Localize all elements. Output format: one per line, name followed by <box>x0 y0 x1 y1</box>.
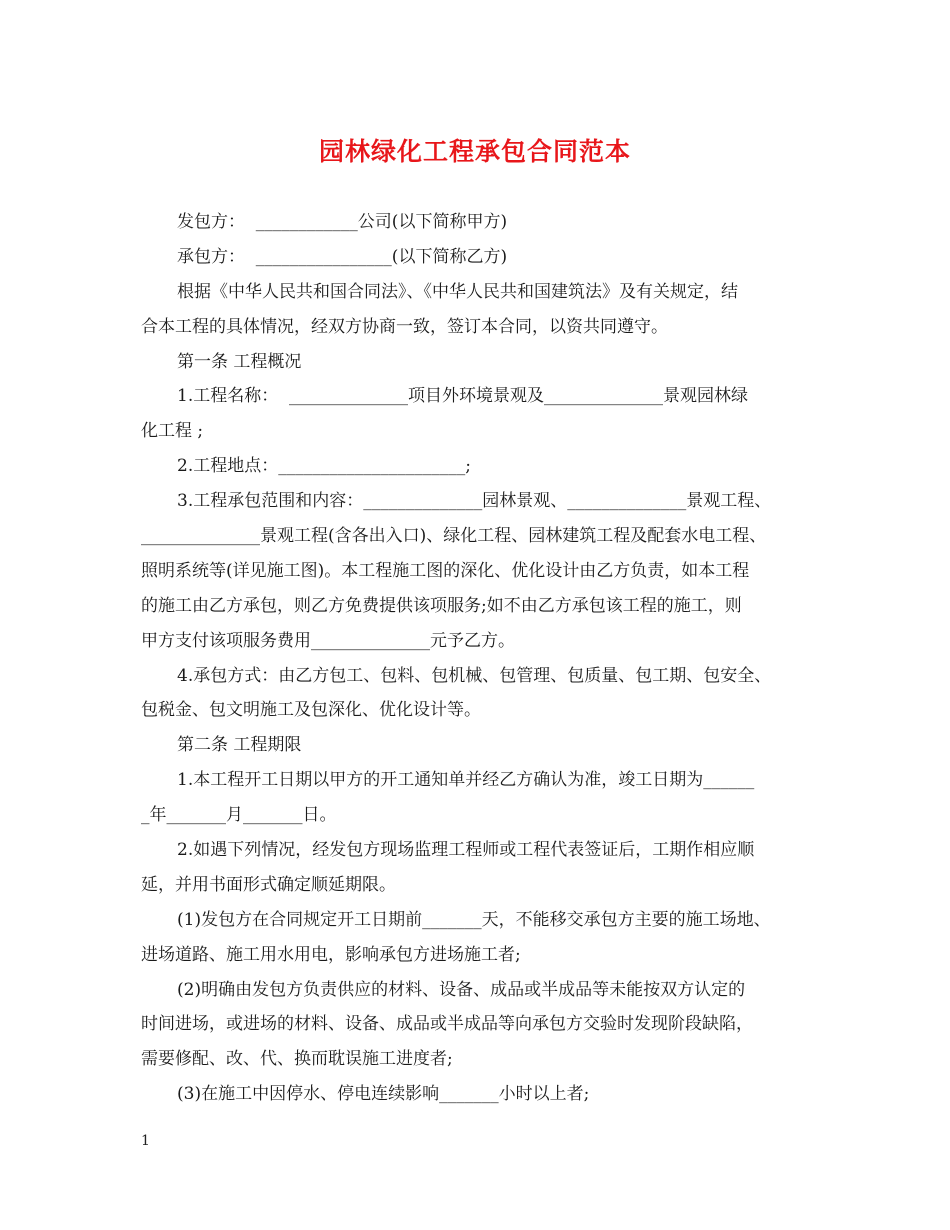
contract-body <box>141 205 813 1112</box>
paragraph-line: 2.工程地点：______________________; <box>177 456 471 477</box>
paragraph-line: (1)发包方在合同规定开工日期前_______天，不能移交承包方主要的施工场地、 <box>177 909 771 930</box>
paragraph-line: 3.工程承包范围和内容：______________园林景观、______________景观工程、 <box>177 491 772 512</box>
paragraph-line: 1.工程名称： ______________项目外环境景观及______________景观园林绿 <box>177 386 749 407</box>
paragraph-line: 包税金、包文明施工及包深化、优化设计等。 <box>141 700 481 721</box>
paragraph-line: 发包方： ____________公司(以下简称甲方) <box>177 212 508 232</box>
paragraph-line: _年_______月_______日。 <box>141 805 337 826</box>
paragraph-line: 需要修配、改、代、换而耽误施工进度者; <box>141 1049 453 1070</box>
paragraph-line: 1.本工程开工日期以甲方的开工通知单并经乙方确认为准，竣工日期为______ <box>177 770 755 791</box>
paragraph-line: (3)在施工中因停水、停电连续影响_______小时以上者; <box>177 1084 590 1105</box>
paragraph-line: 合本工程的具体情况，经双方协商一致，签订本合同，以资共同遵守。 <box>141 316 668 337</box>
paragraph-line: 2.如遇下列情况，经发包方现场监理工程师或工程代表签证后，工期作相应顺 <box>177 840 755 861</box>
paragraph-line: 根据《中华人民共和国合同法》、《中华人民共和国建筑法》及有关规定，结 <box>177 281 738 302</box>
paragraph-line: 进场道路、施工用水用电，影响承包方进场施工者; <box>141 944 521 965</box>
document-title: 园林绿化工程承包合同范本 <box>318 137 631 166</box>
paragraph-line: 时间进场，或进场的材料、设备、成品或半成品等向承包方交验时发现阶段缺陷， <box>141 1014 753 1035</box>
page-number: 1 <box>141 1133 150 1149</box>
paragraph-line: 照明系统等(详见施工图)。本工程施工图的深化、优化设计由乙方负责，如本工程 <box>141 560 750 581</box>
paragraph-line: 的施工由乙方承包，则乙方免费提供该项服务;如不由乙方承包该工程的施工，则 <box>141 595 742 616</box>
paragraph-line: (2)明确由发包方负责供应的材料、设备、成品或半成品等未能按双方认定的 <box>177 979 746 1000</box>
section-heading: 第一条 工程概况 <box>177 351 302 372</box>
paragraph-line: ______________景观工程(含各出入口)、绿化工程、园林建筑工程及配套水电工程、 <box>141 526 767 547</box>
section-heading: 第二条 工程期限 <box>177 735 302 756</box>
paragraph-line: 承包方： ________________(以下简称乙方) <box>177 246 508 267</box>
paragraph-line: 延，并用书面形式确定顺延期限。 <box>141 874 396 895</box>
paragraph-line: 4.承包方式：由乙方包工、包料、包机械、包管理、包质量、包工期、包安全、 <box>177 665 772 686</box>
paragraph-line: 化工程 ; <box>141 421 204 442</box>
paragraph-line: 甲方支付该项服务费用______________元予乙方。 <box>141 630 515 651</box>
